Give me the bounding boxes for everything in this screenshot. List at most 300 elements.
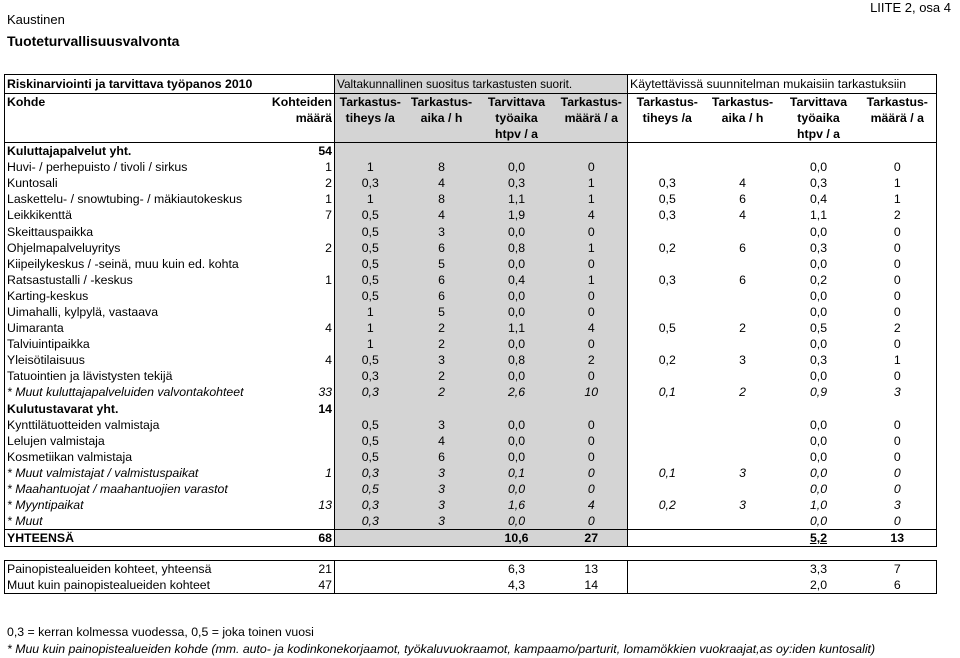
value-cell [707,513,779,530]
value-cell: 0,3 [335,465,406,481]
value-cell: 4 [406,433,478,449]
target-name: Talviuintipaikka [5,336,265,352]
value-cell: 0,5 [335,288,406,304]
target-name: Ohjelmapalveluyritys [5,240,265,256]
value-cell: 0 [859,433,937,449]
value-cell: 0,3 [628,175,707,191]
value-cell: 1 [556,272,628,288]
value-cell: 0,9 [809,385,828,400]
empty-cell [335,530,406,547]
value-cell: 6 [739,240,746,255]
target-name: Tatuointien ja lävistysten tekijä [5,368,265,384]
total-inspections: 27 [556,530,628,547]
value-cell: 2 [859,207,937,223]
column-header [406,126,478,143]
value-cell [628,288,707,304]
value-cell: 0 [859,417,937,433]
value-cell: 0,0 [809,288,828,303]
value-cell: 1 [335,336,406,352]
value-cell: 8 [406,159,478,175]
value-cell: 0,0 [809,449,828,464]
target-name: Skeittauspaikka [5,223,265,239]
empty-cell [406,577,478,594]
risk-table [4,74,937,594]
column-header: Tarkastus- [406,94,478,111]
value-cell: 0,0 [478,481,556,497]
empty-cell [478,547,556,561]
value-cell [707,368,779,384]
target-name: Yleisötilaisuus [5,352,265,368]
value-cell: 3 [739,465,746,480]
value-cell: 0,5 [335,223,406,239]
value-cell: 1 [335,320,406,336]
header-title: Tuoteturvallisuusvalvonta [7,33,180,49]
empty-cell [707,561,779,578]
value-cell: 0 [556,336,628,352]
value-cell [707,288,779,304]
value-cell: 2 [406,384,478,400]
value-cell: 0,2 [628,497,707,513]
column-header [556,126,628,143]
value-cell: 0,3 [478,175,556,191]
empty-cell [335,143,406,160]
value-cell: 3 [739,353,746,368]
target-count [265,288,335,304]
value-cell: 0 [556,449,628,465]
value-cell [628,417,707,433]
value-cell: 0,0 [809,304,828,319]
empty-cell [335,577,406,594]
value-cell: 0,0 [478,433,556,449]
value-cell: 1 [556,175,628,191]
empty-cell [478,143,556,160]
value-cell: 0,0 [478,449,556,465]
group-title: Kuluttajapalvelut yht. [5,143,265,160]
value-cell: 0,1 [628,384,707,400]
target-count [265,223,335,239]
empty-cell [5,547,265,561]
column-header: aika / h [406,110,478,126]
value-cell: 2 [739,385,746,400]
target-count: 33 [318,385,332,400]
target-name: * Myyntipaikat [5,497,265,513]
value-cell: 0 [859,481,937,497]
value-cell: 0,0 [809,337,828,352]
value-cell: 0,0 [809,256,828,271]
value-cell [707,304,779,320]
value-cell: 1 [556,191,628,207]
value-cell [707,481,779,497]
value-cell: 1 [335,191,406,207]
value-cell: 0 [556,417,628,433]
empty-cell [556,143,628,160]
value-cell: 10 [556,384,628,400]
target-count [265,368,335,384]
value-cell: 6 [406,240,478,256]
value-cell: 6 [406,272,478,288]
empty-cell [628,401,707,417]
value-cell: 1 [859,352,937,368]
value-cell: 0 [859,336,937,352]
table-row [5,352,937,368]
column-header: Tarkastus- [556,94,628,111]
total-label: YHTEENSÄ [5,530,265,547]
value-cell: 0,3 [335,497,406,513]
group-title: Kulutustavarat yht. [5,401,265,417]
table-row [5,417,937,433]
column-header: Tarvittava [789,95,848,109]
value-cell: 0,3 [809,176,828,191]
value-cell: 3 [406,497,478,513]
total-work: 10,6 [478,530,556,547]
value-cell: 4 [739,208,746,223]
value-cell: 1,1 [809,208,828,223]
target-count: 7 [325,208,332,223]
group-total: 54 [318,144,332,159]
value-cell [707,417,779,433]
column-header: htpv / a [779,126,859,143]
table-row [5,449,937,465]
value-cell: 0 [556,481,628,497]
column-header [5,110,265,126]
value-cell [628,449,707,465]
value-cell: 4 [556,497,628,513]
value-cell: 0,0 [809,465,828,480]
value-cell: 0,0 [478,288,556,304]
value-cell [628,368,707,384]
target-count [265,417,335,433]
value-cell: 0,3 [628,272,707,288]
target-name: Uimaranta [5,320,265,336]
column-header [265,126,335,143]
target-name: Kosmetiikan valmistaja [5,449,265,465]
empty-cell [859,143,937,160]
target-name: * Muut kuluttajapalveluiden valvontakohteet [5,384,265,400]
target-count [265,304,335,320]
summary-label: Painopistealueiden kohteet, yhteensä [5,561,265,578]
value-cell: 0 [556,288,628,304]
value-cell: 2 [739,321,746,336]
value-cell: 0,5 [335,352,406,368]
target-name: Kiipeilykeskus / -seinä, muu kuin ed. kohta [5,256,265,272]
title-row [5,75,937,94]
target-count: 2 [325,176,332,191]
column-header: Tarvittava [478,94,556,111]
value-cell: 1,1 [478,191,556,207]
empty-cell [556,401,628,417]
table-row [5,384,937,400]
value-cell: 5 [406,304,478,320]
value-cell: 3 [406,352,478,368]
column-header: työaika [478,110,556,126]
value-cell: 1 [556,240,628,256]
target-count: 1 [325,160,332,175]
value-cell: 0,0 [478,159,556,175]
value-cell [628,159,707,175]
value-cell: 3 [406,465,478,481]
summary-inspections-available: 7 [859,561,937,578]
value-cell: 3 [406,223,478,239]
header-appendix: LIITE 2, osa 4 [870,0,951,15]
value-cell: 0 [556,159,628,175]
summary-inspections-available: 6 [859,577,937,594]
value-cell: 0 [859,288,937,304]
table-row [5,465,937,481]
summary-label: Muut kuin painopistealueiden kohteet [5,577,265,594]
empty-cell [265,547,335,561]
value-cell: 0,3 [335,368,406,384]
summary-work: 4,3 [478,577,556,594]
section-title-available: Käytettävissä suunnitelman mukaisiin tarkastuksiin [628,75,937,94]
value-cell: 5 [406,256,478,272]
header-municipality: Kaustinen [7,12,65,27]
column-header: tiheys /a [628,110,707,126]
column-header: Tarkastus- [859,94,937,111]
empty-cell [859,401,937,417]
summary-count: 47 [265,577,335,594]
group-header-row [5,401,937,417]
target-count [265,513,335,530]
table-row [5,175,937,191]
value-cell: 2 [406,320,478,336]
summary-row [5,577,937,594]
footnote-other-targets: * Muu kuin painopistealueiden kohde (mm. auto- ja kodinkonekorjaamot, työkaluvuokraamot, kampaamo/parturit, lomamökkien vuokraajat,as oy:iden kuntosalit) [7,642,876,656]
value-cell: 0,0 [809,224,828,239]
column-header-row [5,126,937,143]
value-cell: 0,4 [809,192,828,207]
value-cell: 0 [859,223,937,239]
value-cell: 0,3 [335,513,406,530]
summary-count: 21 [265,561,335,578]
target-count [265,449,335,465]
value-cell: 0,3 [809,240,828,255]
value-cell: 6 [739,272,746,287]
value-cell: 0,0 [809,160,828,175]
value-cell: 0,5 [628,320,707,336]
value-cell: 2 [406,336,478,352]
empty-cell [707,143,779,160]
value-cell [707,433,779,449]
table-row [5,223,937,239]
total-count: 68 [265,530,335,547]
value-cell: 4 [556,207,628,223]
value-cell: 0,0 [478,336,556,352]
column-header: tiheys /a [335,110,406,126]
target-name: Ratsastustalli / -keskus [5,272,265,288]
value-cell: 2 [406,368,478,384]
target-count [265,433,335,449]
value-cell: 0 [859,368,937,384]
value-cell: 0,8 [478,352,556,368]
table-row [5,207,937,223]
value-cell [707,336,779,352]
target-name: Karting-keskus [5,288,265,304]
value-cell: 0,0 [478,304,556,320]
column-header: Tarkastus- [628,94,707,111]
value-cell [707,256,779,272]
value-cell: 0 [556,256,628,272]
table-row [5,159,937,175]
empty-cell [779,143,859,160]
value-cell [628,513,707,530]
target-name: * Maahantuojat / maahantuojien varastot [5,481,265,497]
value-cell: 6 [739,192,746,207]
footnote-frequency: 0,3 = kerran kolmessa vuodessa, 0,5 = joka toinen vuosi [7,625,314,639]
column-header: määrä [295,111,332,126]
value-cell: 0 [556,304,628,320]
value-cell: 0 [859,159,937,175]
target-count: 1 [325,272,332,287]
empty-cell [556,547,628,561]
value-cell: 0,2 [628,352,707,368]
value-cell [628,433,707,449]
total-row [5,530,937,547]
target-count [265,256,335,272]
value-cell: 1 [859,191,937,207]
value-cell: 0,1 [628,465,707,481]
total-inspections-available: 13 [859,530,937,547]
table-row [5,513,937,530]
value-cell: 0,0 [478,256,556,272]
value-cell: 0,5 [335,481,406,497]
target-count: 1 [325,192,332,207]
target-count: 2 [325,240,332,255]
table-row [5,497,937,513]
value-cell: 0 [859,304,937,320]
empty-cell [779,401,859,417]
empty-cell [406,530,478,547]
value-cell [707,449,779,465]
target-name: Kynttilätuotteiden valmistaja [5,417,265,433]
value-cell: 0,5 [335,256,406,272]
spacer-row [5,547,937,561]
value-cell: 0 [556,223,628,239]
value-cell: 0 [859,256,937,272]
value-cell: 0,5 [628,191,707,207]
value-cell: 8 [406,191,478,207]
column-header-row [5,110,937,126]
group-header-row [5,143,937,160]
value-cell: 0,5 [335,207,406,223]
value-cell: 0,3 [809,353,828,368]
value-cell: 6 [406,288,478,304]
table-row [5,336,937,352]
target-count: 4 [325,353,332,368]
value-cell [707,159,779,175]
value-cell [628,336,707,352]
value-cell: 0 [859,513,937,530]
value-cell: 0 [859,465,937,481]
column-header: määrä / a [556,110,628,126]
value-cell: 3 [859,497,937,513]
value-cell: 3 [406,481,478,497]
value-cell: 1 [335,159,406,175]
group-total: 14 [318,401,332,416]
target-name: * Muut valmistajat / valmistuspaikat [5,465,265,481]
empty-cell [406,561,478,578]
value-cell: 0,0 [478,368,556,384]
section-title-national: Valtakunnallinen suositus tarkastusten suorit. [335,75,628,94]
empty-cell [406,401,478,417]
value-cell [628,223,707,239]
column-header [707,126,779,143]
summary-work: 6,3 [478,561,556,578]
column-header [335,126,406,143]
target-name: Leikkikenttä [5,207,265,223]
value-cell: 3 [739,498,746,513]
total-work-available: 5,2 [779,530,859,547]
value-cell: 0,0 [478,513,556,530]
column-header: määrä / a [859,110,937,126]
column-header: työaika [797,111,840,126]
empty-cell [335,547,406,561]
empty-cell [628,547,707,561]
section-title-risk: Riskinarviointi ja tarvittava työpanos 2010 [5,75,335,94]
target-count: 13 [318,498,332,513]
column-header: htpv / a [478,126,556,143]
value-cell: 0 [859,240,937,256]
target-name: Lelujen valmistaja [5,433,265,449]
value-cell: 4 [406,207,478,223]
value-cell: 3 [406,513,478,530]
value-cell: 6 [406,449,478,465]
value-cell: 0,2 [809,272,828,287]
summary-inspections: 13 [556,561,628,578]
column-header: Tarkastus- [335,94,406,111]
empty-cell [335,401,406,417]
column-header: Tarkastus- [711,95,774,109]
value-cell [628,304,707,320]
value-cell: 1 [335,304,406,320]
value-cell: 4 [556,320,628,336]
value-cell: 0,0 [478,417,556,433]
table-row [5,256,937,272]
target-name: * Muut [5,513,265,530]
value-cell: 4 [406,175,478,191]
table-row [5,288,937,304]
value-cell: 0 [556,368,628,384]
value-cell: 0,5 [335,272,406,288]
value-cell: 2,6 [478,384,556,400]
value-cell: 0,0 [478,223,556,239]
value-cell: 0,0 [809,369,828,384]
value-cell: 1 [859,175,937,191]
empty-cell [707,577,779,594]
empty-cell [478,401,556,417]
value-cell: 0,0 [809,482,828,497]
table-row [5,433,937,449]
empty-cell [406,143,478,160]
empty-cell [707,401,779,417]
table-row [5,191,937,207]
column-header: Kohde [5,94,265,111]
summary-inspections: 14 [556,577,628,594]
value-cell [628,481,707,497]
value-cell: 0,0 [809,514,828,529]
value-cell: 0,5 [335,449,406,465]
value-cell: 0 [556,465,628,481]
value-cell: 0,5 [335,240,406,256]
column-header [859,126,937,143]
value-cell: 0,5 [335,433,406,449]
value-cell: 0,0 [809,433,828,448]
column-header [5,126,265,143]
value-cell: 1,9 [478,207,556,223]
value-cell: 0,3 [335,384,406,400]
value-cell: 0,8 [478,240,556,256]
empty-cell [859,547,937,561]
value-cell: 2 [556,352,628,368]
